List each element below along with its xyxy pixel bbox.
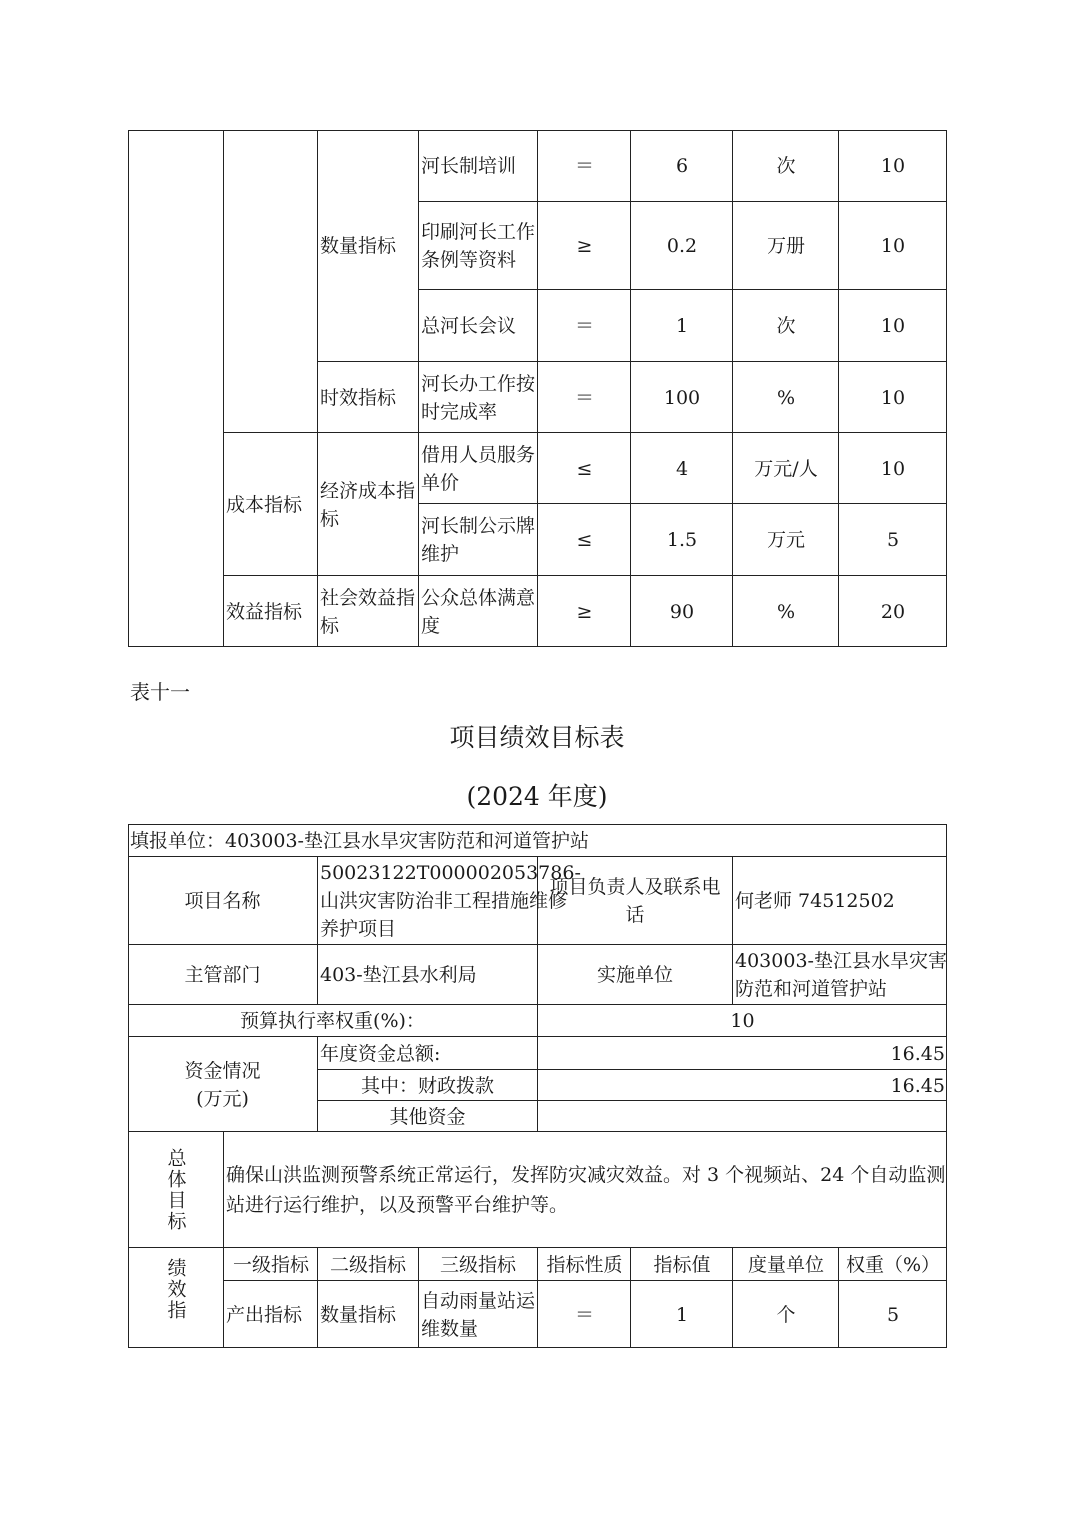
- indicator-unit: 次: [776, 155, 796, 177]
- indicator-weight: 5: [886, 529, 900, 551]
- level3-social-benefit: 社会效益指标: [320, 586, 416, 637]
- indicator-weight: 20: [880, 600, 906, 623]
- other-funds-label: 其他资金: [389, 1105, 466, 1128]
- indicator-operator: ≥: [576, 235, 593, 257]
- page-title: 项目绩效目标表: [449, 723, 625, 752]
- indicator-value: 6: [675, 155, 689, 177]
- indicator-operator: ≥: [576, 600, 593, 623]
- indicator-value: 0.2: [666, 235, 698, 257]
- header-value: 指标值: [653, 1253, 711, 1276]
- header-level1: 一级指标: [232, 1253, 309, 1276]
- level2-cost: 成本指标: [226, 493, 303, 516]
- indicator-unit: 万元: [766, 529, 805, 551]
- indicator-name: 河长制公示牌维护: [421, 515, 536, 565]
- indicator-operator: ＝: [574, 155, 594, 177]
- overall-goal-text: 确保山洪监测预警系统正常运行，发挥防灾减灾效益。对 3 个视频站、24 个自动监测站进行运行维护，以及预警平台维护等。: [226, 1164, 946, 1216]
- indicator-operator: ≤: [576, 529, 593, 551]
- filing-unit: 填报单位：403003-垫江县水旱灾害防范和河道管护站: [130, 829, 589, 852]
- indicator-operator: ＝: [574, 315, 594, 337]
- indicator-value: 90: [669, 600, 695, 623]
- indicator-value: 100: [663, 386, 701, 409]
- project-name-label: 项目名称: [184, 890, 261, 912]
- header-level2: 二级指标: [329, 1253, 406, 1276]
- level3-economic-cost: 经济成本指标: [320, 479, 416, 530]
- impl-value: 403003-垫江县水旱灾害防范和河道管护站: [735, 950, 947, 1000]
- header-unit: 度量单位: [747, 1253, 824, 1276]
- annual-total-label: 年度资金总额:: [320, 1042, 441, 1065]
- perf-indicator-label: 绩效指: [164, 1258, 187, 1321]
- funds-label-group: [128, 1037, 317, 1132]
- budget-weight-label: 预算执行率权重(%)：: [240, 1010, 425, 1032]
- level3-timeliness: 时效指标: [320, 386, 397, 409]
- funds-unit: (万元): [196, 1087, 249, 1110]
- annual-total-value: 16.45: [890, 1042, 945, 1065]
- project-name-value: 50023122T000002053786-山洪灾害防治非工程措施维修养护项目: [320, 862, 581, 940]
- indicator-operator: ＝: [574, 386, 594, 409]
- indicator-operator: ≤: [576, 457, 593, 480]
- header-level3: 三级指标: [439, 1253, 516, 1276]
- indicator-weight: 10: [880, 155, 906, 177]
- other-funds-value: [538, 1101, 947, 1132]
- indicator-value: 1.5: [666, 529, 698, 551]
- indicator-weight: 10: [880, 386, 906, 409]
- level2-benefit: 效益指标: [226, 600, 303, 623]
- indicator-name: 借用人员服务单价: [421, 443, 536, 494]
- indicator-value: 1: [675, 315, 689, 337]
- row-level2: 数量指标: [320, 1303, 397, 1326]
- row-level3: 自动雨量站运维数量: [421, 1289, 536, 1340]
- indicator-weight: 10: [880, 235, 906, 257]
- row-weight: 5: [886, 1303, 900, 1326]
- contact-value: 何老师 74512502: [735, 890, 895, 912]
- budget-weight-value: 10: [730, 1010, 755, 1032]
- indicator-name: 河长办工作按时完成率: [421, 372, 536, 423]
- indicator-name: 总河长会议: [421, 315, 517, 337]
- level3-quantity: 数量指标: [320, 235, 397, 257]
- contact-label: 项目负责人及联系电话: [549, 876, 721, 926]
- indicator-unit: %: [776, 600, 796, 623]
- performance-target-form: [128, 824, 947, 1348]
- indicator-name: 公众总体满意度: [421, 586, 536, 637]
- table-number-label: 表十一: [130, 680, 190, 704]
- header-nature: 指标性质: [546, 1253, 623, 1276]
- indicator-name: 河长制培训: [421, 155, 517, 177]
- indicator-weight: 10: [880, 457, 906, 480]
- dept-value: 403-垫江县水利局: [320, 964, 477, 986]
- funds-label: 资金情况: [184, 1059, 261, 1082]
- indicator-value: 4: [675, 457, 689, 480]
- impl-label: 实施单位: [596, 964, 673, 986]
- row-operator: ＝: [574, 1303, 594, 1326]
- indicator-weight: 10: [880, 315, 906, 337]
- row-level1: 产出指标: [226, 1303, 303, 1326]
- indicator-name: 印刷河长工作条例等资料: [421, 221, 536, 271]
- overall-goal-label: 总体目标: [164, 1148, 187, 1232]
- indicator-unit: 万元/人: [754, 457, 818, 480]
- indicator-unit: 次: [776, 315, 796, 337]
- dept-label: 主管部门: [184, 964, 261, 986]
- fiscal-value: 16.45: [890, 1074, 945, 1097]
- row-unit: 个: [776, 1303, 796, 1326]
- header-weight: 权重（%）: [845, 1253, 941, 1276]
- perf-indicator-label-cell: [128, 1248, 223, 1348]
- fiscal-label: 其中：财政拨款: [360, 1074, 494, 1097]
- row-value: 1: [675, 1303, 689, 1326]
- year-subtitle: (2024 年度): [466, 782, 608, 811]
- indicator-unit: %: [776, 386, 796, 409]
- overall-goal-label-cell: [128, 1132, 223, 1248]
- indicator-unit: 万册: [766, 235, 805, 257]
- indicator-table-continued: [128, 130, 947, 647]
